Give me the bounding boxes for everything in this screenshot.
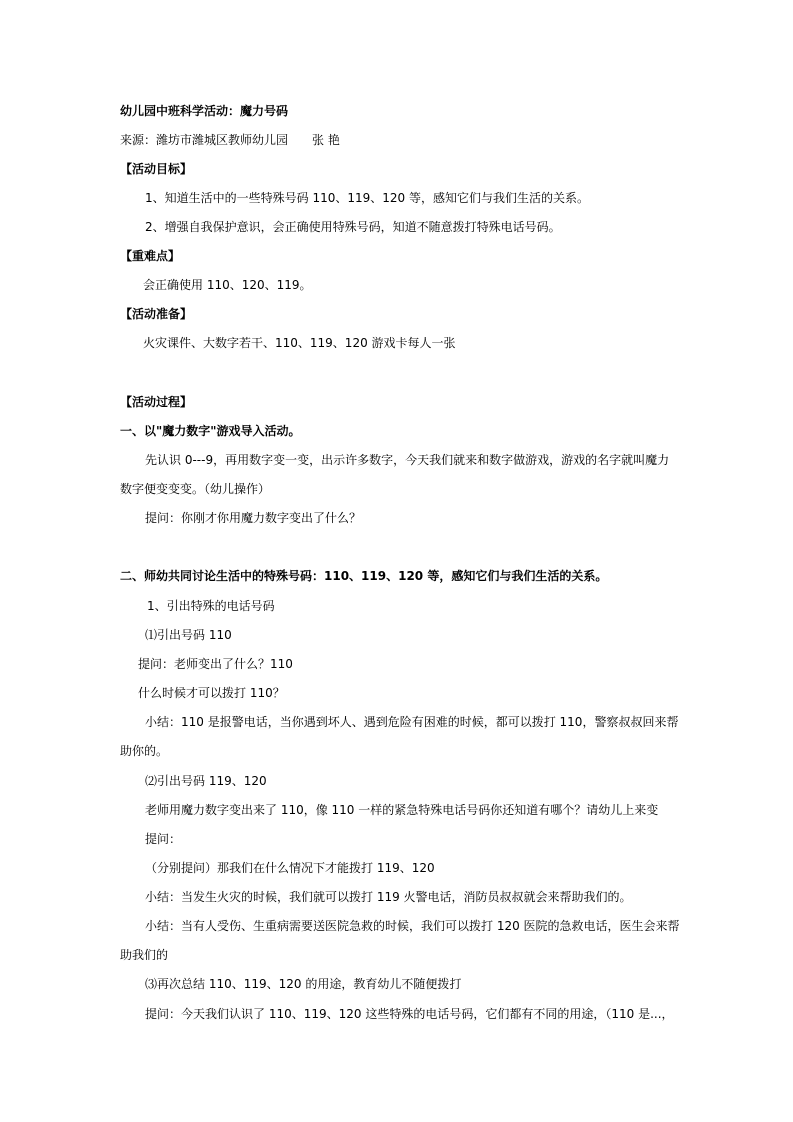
section-1-paragraph-line-2: 数字便变变变。（幼儿操作） xyxy=(120,482,271,496)
section-2-subitem-2: ⑵引出号码 119、120 xyxy=(145,774,267,788)
process-heading: 【活动过程】 xyxy=(120,395,193,409)
section-2-question-4: （分别提问）那我们在什么情况下才能拨打 119、120 xyxy=(145,861,435,875)
prep-heading: 【活动准备】 xyxy=(120,307,193,321)
section-2-question-5: 提问：今天我们认识了 110、119、120 这些特殊的电话号码，它们都有不同的用途，（110 是...， xyxy=(145,1007,674,1021)
key-points-heading: 【重难点】 xyxy=(120,249,181,263)
section-2-summary-1-line-1: 小结：110 是报警电话，当你遇到坏人、遇到危险有困难的时候，都可以拨打 110，警察叔叔回来帮 xyxy=(145,715,679,729)
section-1-paragraph-line-1: 先认识 0---9，再用数字变一变，出示许多数字，今天我们就来和数字做游戏，游戏的名字就叫魔力 xyxy=(145,453,670,467)
section-2-summary-3-line-1: 小结：当有人受伤、生重病需要送医院急救的时候，我们可以拨打 120 医院的急救电话，医生会来帮 xyxy=(145,919,680,933)
section-2-heading: 二、师幼共同讨论生活中的特殊号码：110、119、120 等，感知它们与我们生活的关系。 xyxy=(120,569,608,583)
section-2-teacher-line: 老师用魔力数字变出来了 110，像 110 一样的紧急特殊电话号码你还知道有哪个？请幼儿上来变 xyxy=(145,803,659,817)
section-1-heading: 一、以"魔力数字"游戏导入活动。 xyxy=(120,424,301,438)
section-2-question-2: 什么时候才可以拨打 110？ xyxy=(138,686,285,700)
section-1-question: 提问：你刚才你用魔力数字变出了什么？ xyxy=(145,511,362,525)
document-title: 幼儿园中班科学活动：魔力号码 xyxy=(120,104,289,118)
key-points-text: 会正确使用 110、120、119。 xyxy=(143,278,312,292)
section-2-summary-3-line-2: 助我们的 xyxy=(120,948,169,962)
section-2-summary-1-line-2: 助你的。 xyxy=(120,744,169,758)
section-2-item-1: 1、引出特殊的电话号码 xyxy=(147,599,275,613)
section-2-summary-2: 小结：当发生火灾的时候，我们就可以拨打 119 火警电话，消防员叔叔就会来帮助我们的。 xyxy=(145,890,632,904)
goal-item-2: 2、增强自我保护意识，会正确使用特殊号码，知道不随意拨打特殊电话号码。 xyxy=(145,220,561,234)
section-2-subitem-1: ⑴引出号码 110 xyxy=(145,628,232,642)
goals-heading: 【活动目标】 xyxy=(120,162,193,176)
section-2-subitem-3: ⑶再次总结 110、119、120 的用途，教育幼儿不随便拨打 xyxy=(145,977,462,991)
section-2-question-1: 提问：老师变出了什么？110 xyxy=(138,657,293,671)
section-2-question-3: 提问： xyxy=(145,832,182,846)
goal-item-1: 1、知道生活中的一些特殊号码 110、119、120 等，感知它们与我们生活的关系。 xyxy=(145,191,589,205)
prep-text: 火灾课件、大数字若干、110、119、120 游戏卡每人一张 xyxy=(143,336,456,350)
source-line: 来源：潍坊市潍城区教师幼儿园 张 艳 xyxy=(120,133,340,147)
